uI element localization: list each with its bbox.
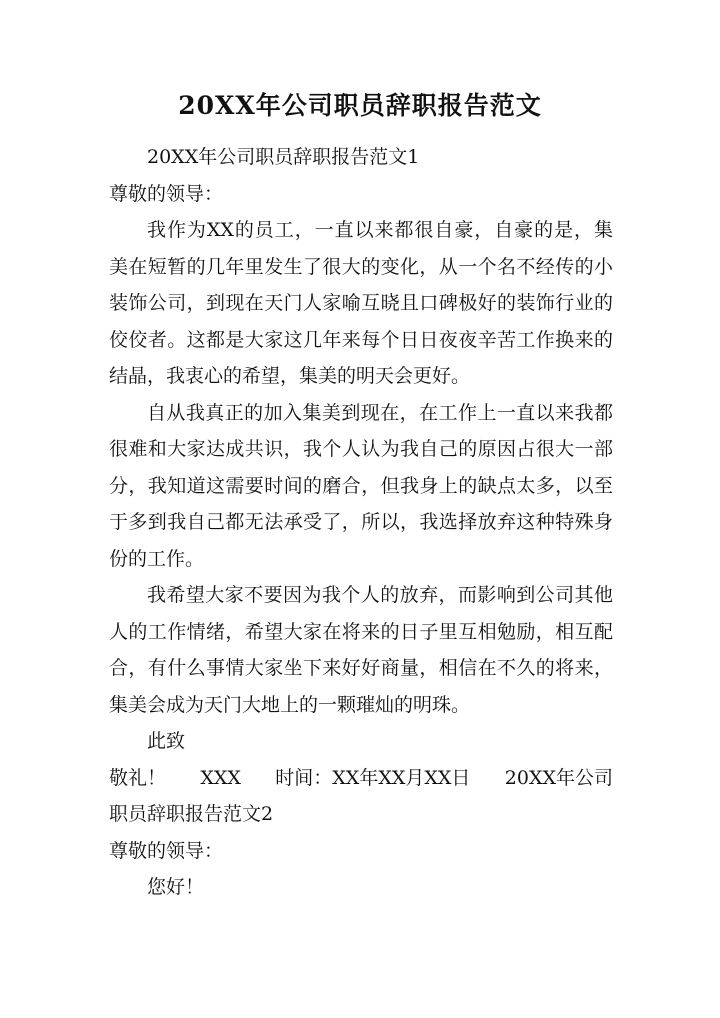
paragraph-3-line-2: 人的工作情绪，希望大家在将来的日子里互相勉励，相互配 [109, 620, 613, 643]
paragraph-2-line-2: 很难和大家达成共识，我个人认为我自己的原因占很大一部 [109, 438, 613, 460]
paragraph-2-line-5: 份的工作。 [109, 547, 205, 570]
signer-name: XXX [200, 766, 241, 789]
closing-salute: 敬礼！ [109, 766, 167, 789]
paragraph-1-line-5: 结晶，我衷心的希望，集美的明天会更好。 [109, 365, 471, 387]
signature-date: 时间：XX年XX月XX日 [275, 766, 471, 789]
paragraph-2-line-3: 分，我知道这需要时间的磨合，但我身上的缺点太多，以至 [109, 474, 613, 497]
closing-phrase: 此致 [147, 730, 186, 752]
paragraph-3-line-3: 合，有什么事情大家坐下来好好商量，相信在不久的将来， [109, 657, 613, 679]
section-heading-1: 20XX年公司职员辞职报告范文1 [147, 146, 420, 168]
paragraph-2-line-4: 于多到我自己都无法承受了，所以，我选择放弃这种特殊身 [109, 511, 613, 533]
paragraph-1-line-1: 我作为XX的员工，一直以来都很自豪，自豪的是，集 [147, 219, 613, 241]
paragraph-3-line-1: 我希望大家不要因为我个人的放弃，而影响到公司其他 [147, 584, 613, 606]
section-heading-2-start: 20XX年公司 [504, 766, 613, 789]
salutation-2: 尊敬的领导： [109, 839, 224, 862]
signature-line [109, 760, 613, 797]
greeting-2: 您好！ [147, 876, 205, 898]
paragraph-2-line-1: 自从我真正的加入集美到现在，在工作上一直以来我都 [147, 401, 613, 424]
salutation: 尊敬的领导： [109, 182, 224, 205]
paragraph-1-line-2: 美在短暂的几年里发生了很大的变化，从一个名不经传的小 [109, 255, 613, 278]
paragraph-1-line-4: 佼佼者。这都是大家这几年来每个日日夜夜辛苦工作换来的 [109, 328, 613, 351]
paragraph-3-line-4: 集美会成为天门大地上的一颗璀灿的明珠。 [109, 693, 471, 716]
document-body [109, 139, 613, 906]
section-heading-2-end: 职员辞职报告范文2 [109, 803, 274, 825]
paragraph-1-line-3: 装饰公司，到现在天门人家喻互晓且口碑极好的装饰行业的 [109, 292, 613, 314]
document-title: 20XX年公司职员辞职报告范文 [178, 91, 542, 120]
